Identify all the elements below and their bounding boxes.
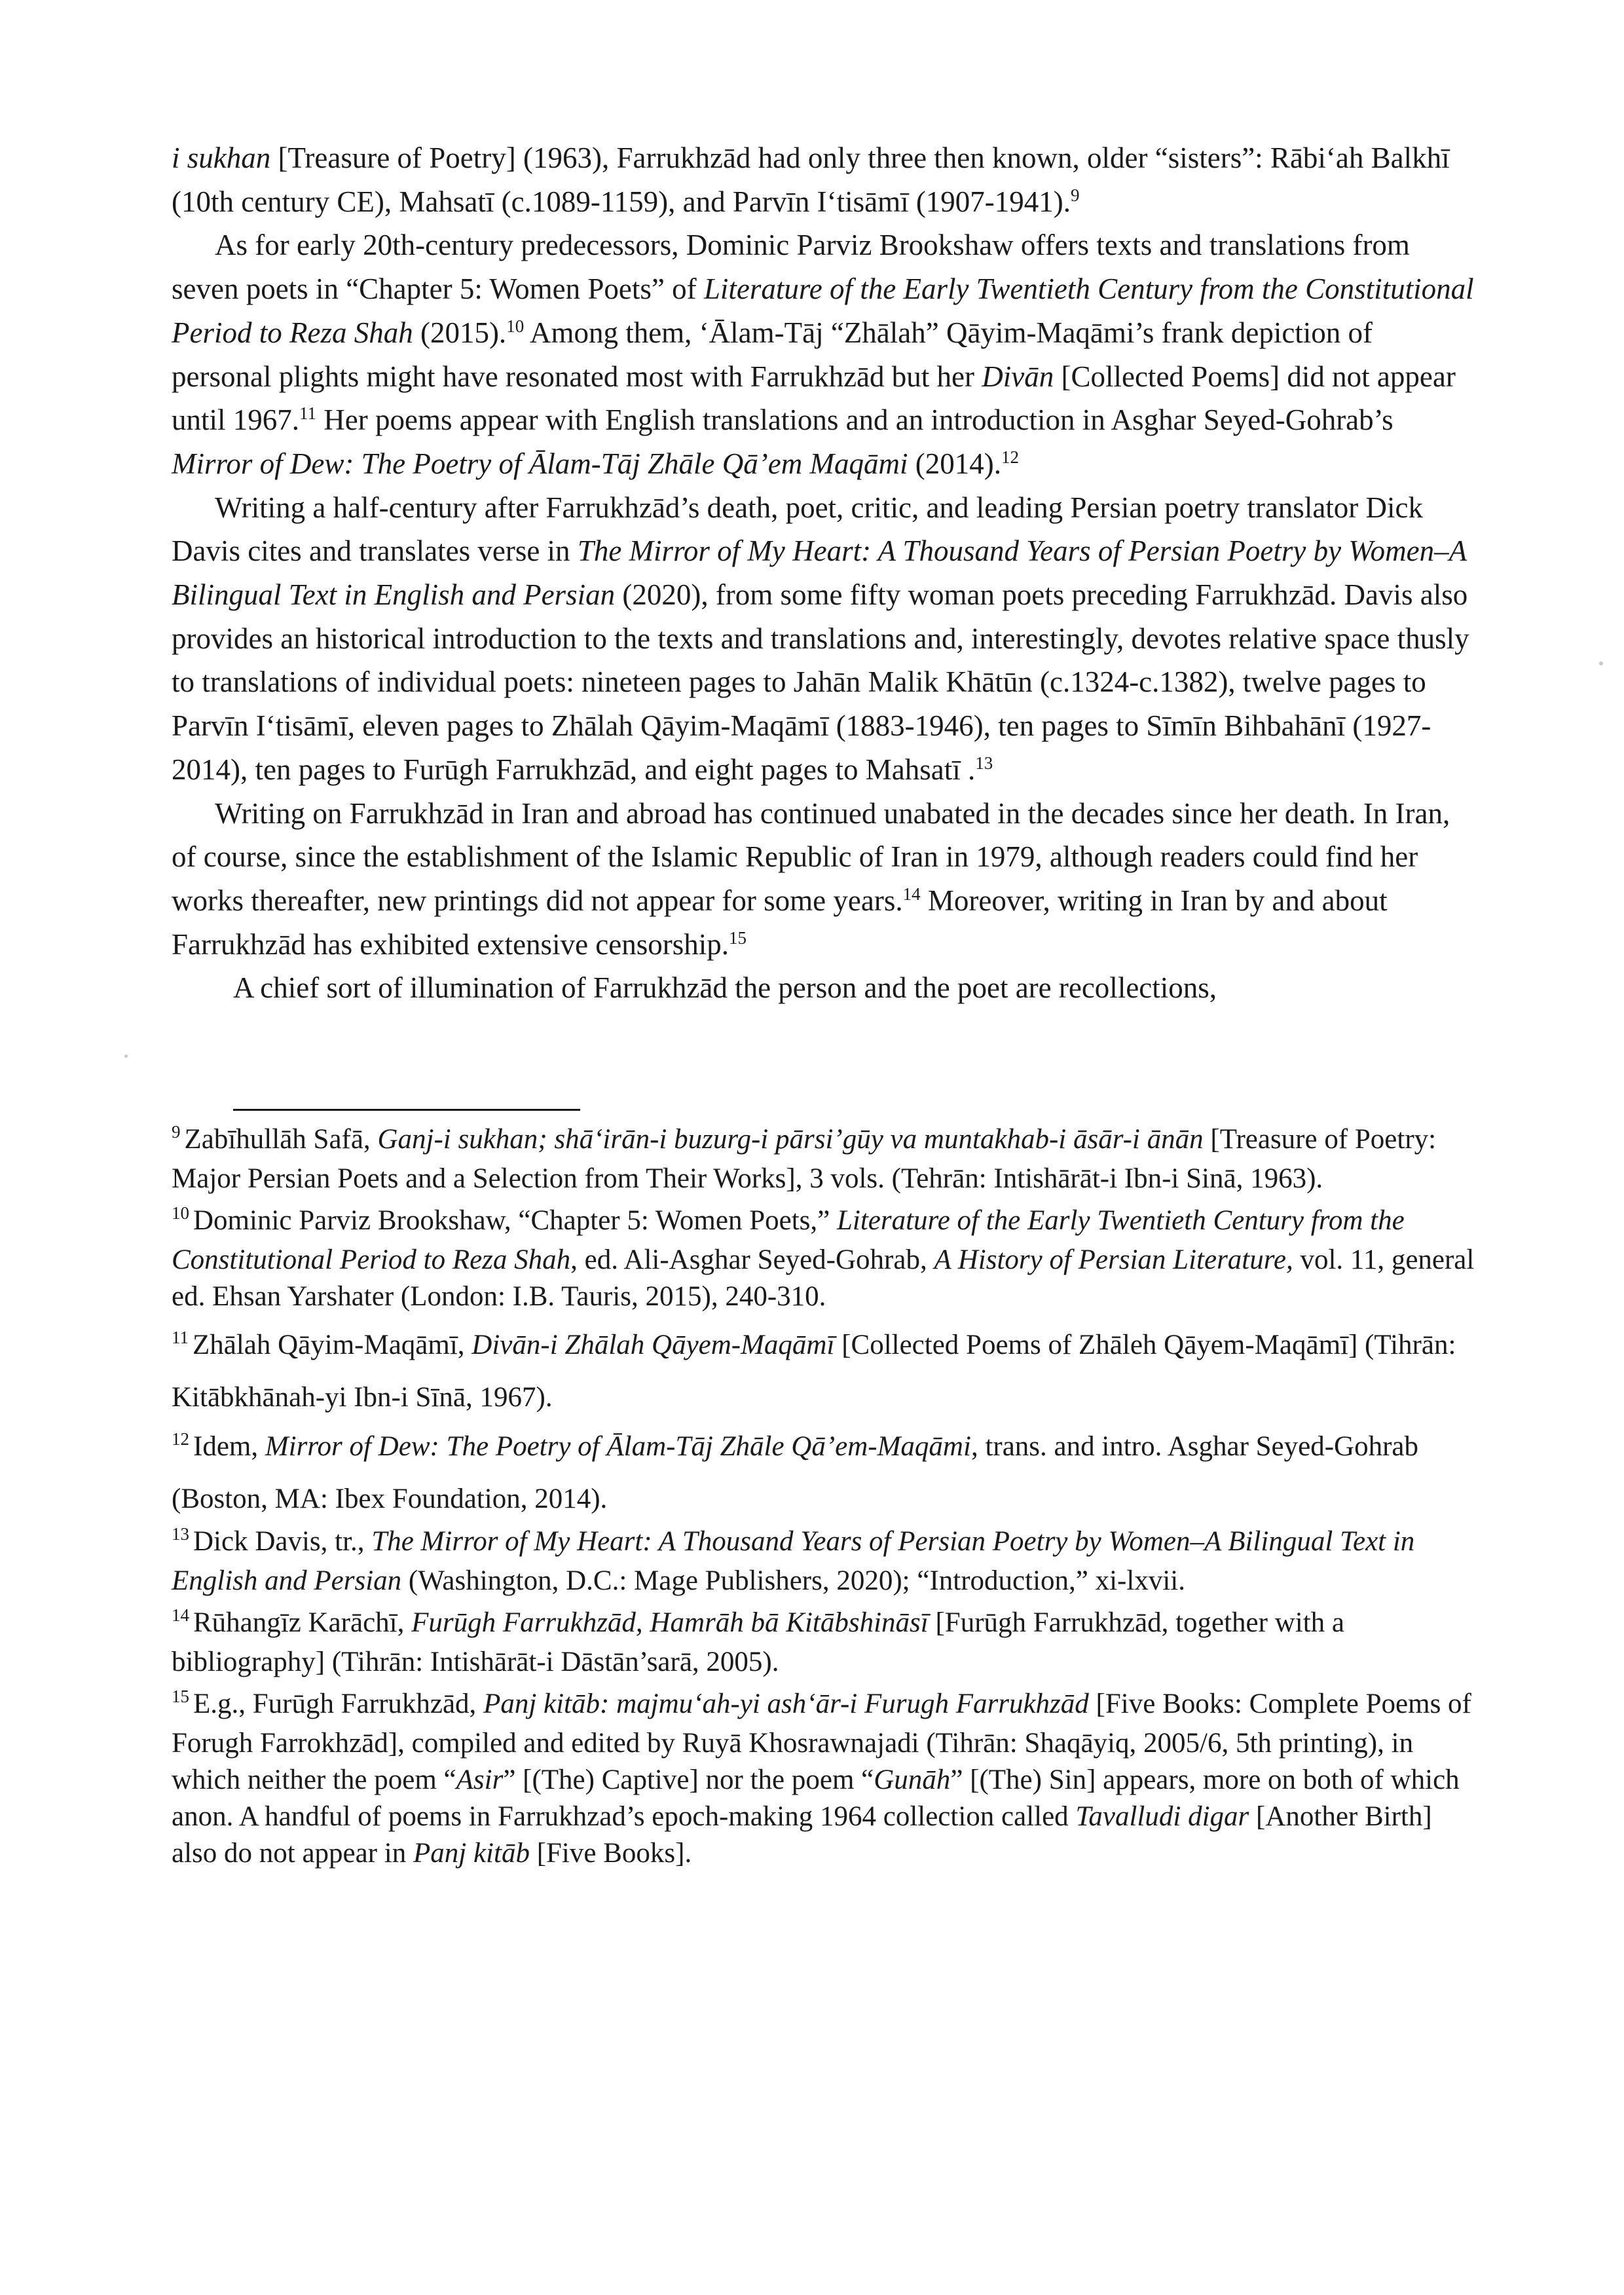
italic-title: Divān-i Zhālah Qāyem-Maqāmī: [471, 1330, 835, 1360]
italic-title: Gunāh: [874, 1764, 951, 1795]
paragraph-recollections: [172, 966, 1475, 1010]
italic-title: The Mirror of My Heart: A Thousand Years of Persian Poetry by Women–A Bilingual Text in English and Persian: [172, 1526, 1415, 1596]
footnote-number: 15: [172, 1687, 189, 1706]
footnote-ref: 14: [902, 884, 921, 904]
scan-speck: [1599, 662, 1603, 665]
paragraph-brookshaw: [172, 223, 1475, 485]
paragraph-continuation: [172, 136, 1475, 223]
footnote-10: [172, 1203, 1475, 1315]
text-run: [Another Birth] also do not appear in: [172, 1801, 1432, 1869]
text-run: ” [(The) Sin] appears, more on both of which anon. A handful of poems in Farrukhzad’s epoch-making 1964 collection called: [172, 1764, 1460, 1832]
footnote-ref: 10: [506, 316, 525, 336]
text-run: A chief sort of illumination of Farrukhzād the person and the poet are recollections,: [233, 971, 1217, 1005]
italic-title: Mirror of Dew: The Poetry of Ālam-Tāj Zhāle Qā’em-Maqāmi: [265, 1431, 971, 1462]
text-run: , trans. and intro. Asghar Seyed-Gohrab (Boston, MA: Ibex Foundation, 2014).: [172, 1431, 1419, 1514]
text-run: [Five Books].: [529, 1838, 692, 1869]
footnote-13: [172, 1523, 1475, 1599]
footnotes: [172, 1121, 1475, 1877]
text-run: Moreover, writing in Iran by and about Farrukhzād has exhibited extensive censorship.: [172, 884, 1388, 961]
text-run: Zhālah Qāyim-Maqāmī,: [193, 1330, 472, 1360]
text-run: Her poems appear with English translations and an introduction in Asghar Seyed-Gohrab’s: [316, 403, 1393, 437]
text-run: [Collected Poems of Zhāleh Qāyem-Maqāmī] (Tihrān: Kitābkhānah-yi Ibn-i Sīnā, 1967).: [172, 1330, 1456, 1413]
footnote-ref: 12: [1001, 447, 1019, 467]
text-run: , ed. Ali-Asghar Seyed-Gohrab,: [570, 1244, 934, 1275]
text-run: Among them, ‘Ālam-Tāj “Zhālah” Qāyim-Maqāmi’s frank depiction of personal plights might have resonated most with Farrukhzād but her: [172, 316, 1373, 393]
italic-title: Mirror of Dew: The Poetry of Ālam-Tāj Zhāle Qā’em Maqāmi: [172, 447, 908, 480]
footnote-number: 12: [172, 1429, 189, 1449]
italic-title: The Mirror of My Heart: A Thousand Years of Persian Poetry by Women–A Bilingual Text in English and Persian: [172, 534, 1467, 612]
text-run: Dick Davis, tr.,: [193, 1526, 372, 1557]
text-run: [Treasure of Poetry] (1963), Farrukhzād had only three then known, older “sisters”: Rābi‘ah Balkhī (10th century CE), Mahsatī (c.1089-1159), and Parvīn I‘tisāmī (1907-1941).: [172, 141, 1450, 218]
italic-title: Ganj-i sukhan; shā‘irān-i buzurg-i pārsi’gūy va muntakhab-i āsār-i ānān: [377, 1124, 1204, 1155]
text-run: vol. 11, general ed. Ehsan Yarshater (London: I.B. Tauris, 2015), 240-310.: [172, 1244, 1475, 1312]
footnote-number: 13: [172, 1524, 189, 1544]
footnote-11: [172, 1320, 1475, 1422]
footnote-14: [172, 1605, 1475, 1681]
text-run: Writing on Farrukhzād in Iran and abroad has continued unabated in the decades since her death. In Iran, of course, since the establishment of the Islamic Republic of Iran in 1979, although readers could find her works thereafter, new printings did not appear for some years.: [172, 796, 1450, 917]
text-run: Zabīhullāh Safā,: [184, 1124, 378, 1155]
footnote-ref: 15: [729, 927, 747, 948]
text-run: (2020), from some fifty woman poets preceding Farrukhzād. Davis also provides an historical introduction to the texts and translations and, interestingly, devotes relative space thusly to translations of individual poets: nineteen pages to Jahān Malik Khātūn (c.1324-c.1382), twelve pages to Parvīn I‘tisāmī, eleven pages to Zhālah Qāyim-Maqāmī (1883-1946), ten pages to Sīmīn Bihbahānī (1927-2014), ten pages to Furūgh Farrukhzād, and eight pages to Mahsatī .: [172, 578, 1469, 786]
italic-title: Panj kitāb: [413, 1838, 530, 1869]
text-run: [Collected Poems] did not appear until 1967.: [172, 360, 1456, 437]
text-run: As for early 20th-century predecessors, Dominic Parviz Brookshaw offers texts and translations from seven poets in “Chapter 5: Women Poets” of: [172, 229, 1410, 306]
paragraph-davis: [172, 486, 1475, 792]
italic-title: Panj kitāb: majmu‘ah-yi ash‘ār-i Furugh Farrukhzād: [483, 1689, 1089, 1719]
text-run: Idem,: [193, 1431, 265, 1462]
footnote-ref: 9: [1071, 185, 1080, 205]
footnote-number: 11: [172, 1328, 189, 1347]
scan-speck: [124, 1054, 128, 1058]
text-run: E.g., Furūgh Farrukhzād,: [193, 1689, 484, 1719]
footnote-number: 14: [172, 1605, 189, 1625]
text-run: (2015).: [413, 316, 507, 349]
text-run: ” [(The) Captive] nor the poem “: [503, 1764, 874, 1795]
italic-title: Tavalludi digar: [1075, 1801, 1249, 1832]
italic-title: Divān: [982, 360, 1054, 393]
footnote-15: [172, 1686, 1475, 1872]
italic-title: Literature of the Early Twentieth Century from the Constitutional Period to Reza Shah: [172, 1205, 1405, 1275]
text-run: Rūhangīz Karāchī,: [193, 1607, 412, 1638]
text-run: [Furūgh Farrukhzād, together with a bibliography] (Tihrān: Intishārāt-i Dāstān’sarā, 2005).: [172, 1607, 1344, 1677]
text-run: (Washington, D.C.: Mage Publishers, 2020); “Introduction,” xi-lxvii.: [401, 1565, 1185, 1596]
text-run: (2014).: [908, 447, 1001, 480]
italic-title: A History of Persian Literature,: [934, 1244, 1293, 1275]
italic-title: Asir: [456, 1764, 504, 1795]
footnote-ref: 13: [975, 753, 993, 773]
footnote-12: [172, 1422, 1475, 1523]
main-text: [172, 136, 1475, 1010]
paragraph-writing-in-iran: [172, 792, 1475, 967]
footnote-number: 9: [172, 1122, 181, 1142]
text-run: [Five Books: Complete Poems of Forugh Farrokhzād], compiled and edited by Ruyā Khosrawnajadi (Tihrān: Shaqāyiq, 2005/6, 5th printing), in which neither the poem “: [172, 1689, 1471, 1795]
text-run: Writing a half-century after Farrukhzād’s death, poet, critic, and leading Persian poetry translator Dick Davis cites and translates verse in: [172, 491, 1423, 568]
footnote-ref: 11: [299, 403, 317, 424]
italic-title: Literature of the Early Twentieth Century from the Constitutional Period to Reza Shah: [172, 272, 1474, 349]
italic-title: i sukhan: [172, 141, 271, 174]
footnote-9: [172, 1121, 1475, 1197]
footnote-number: 10: [172, 1203, 189, 1223]
text-run: Dominic Parviz Brookshaw, “Chapter 5: Women Poets,”: [193, 1205, 837, 1236]
italic-title: Furūgh Farrukhzād, Hamrāh bā Kitābshināsī: [411, 1607, 929, 1638]
footnote-separator: [233, 1109, 580, 1111]
text-run: [Treasure of Poetry: Major Persian Poets and a Selection from Their Works], 3 vols. (Tehrān: Intishārāt-i Ibn-i Sinā, 1963).: [172, 1124, 1437, 1194]
